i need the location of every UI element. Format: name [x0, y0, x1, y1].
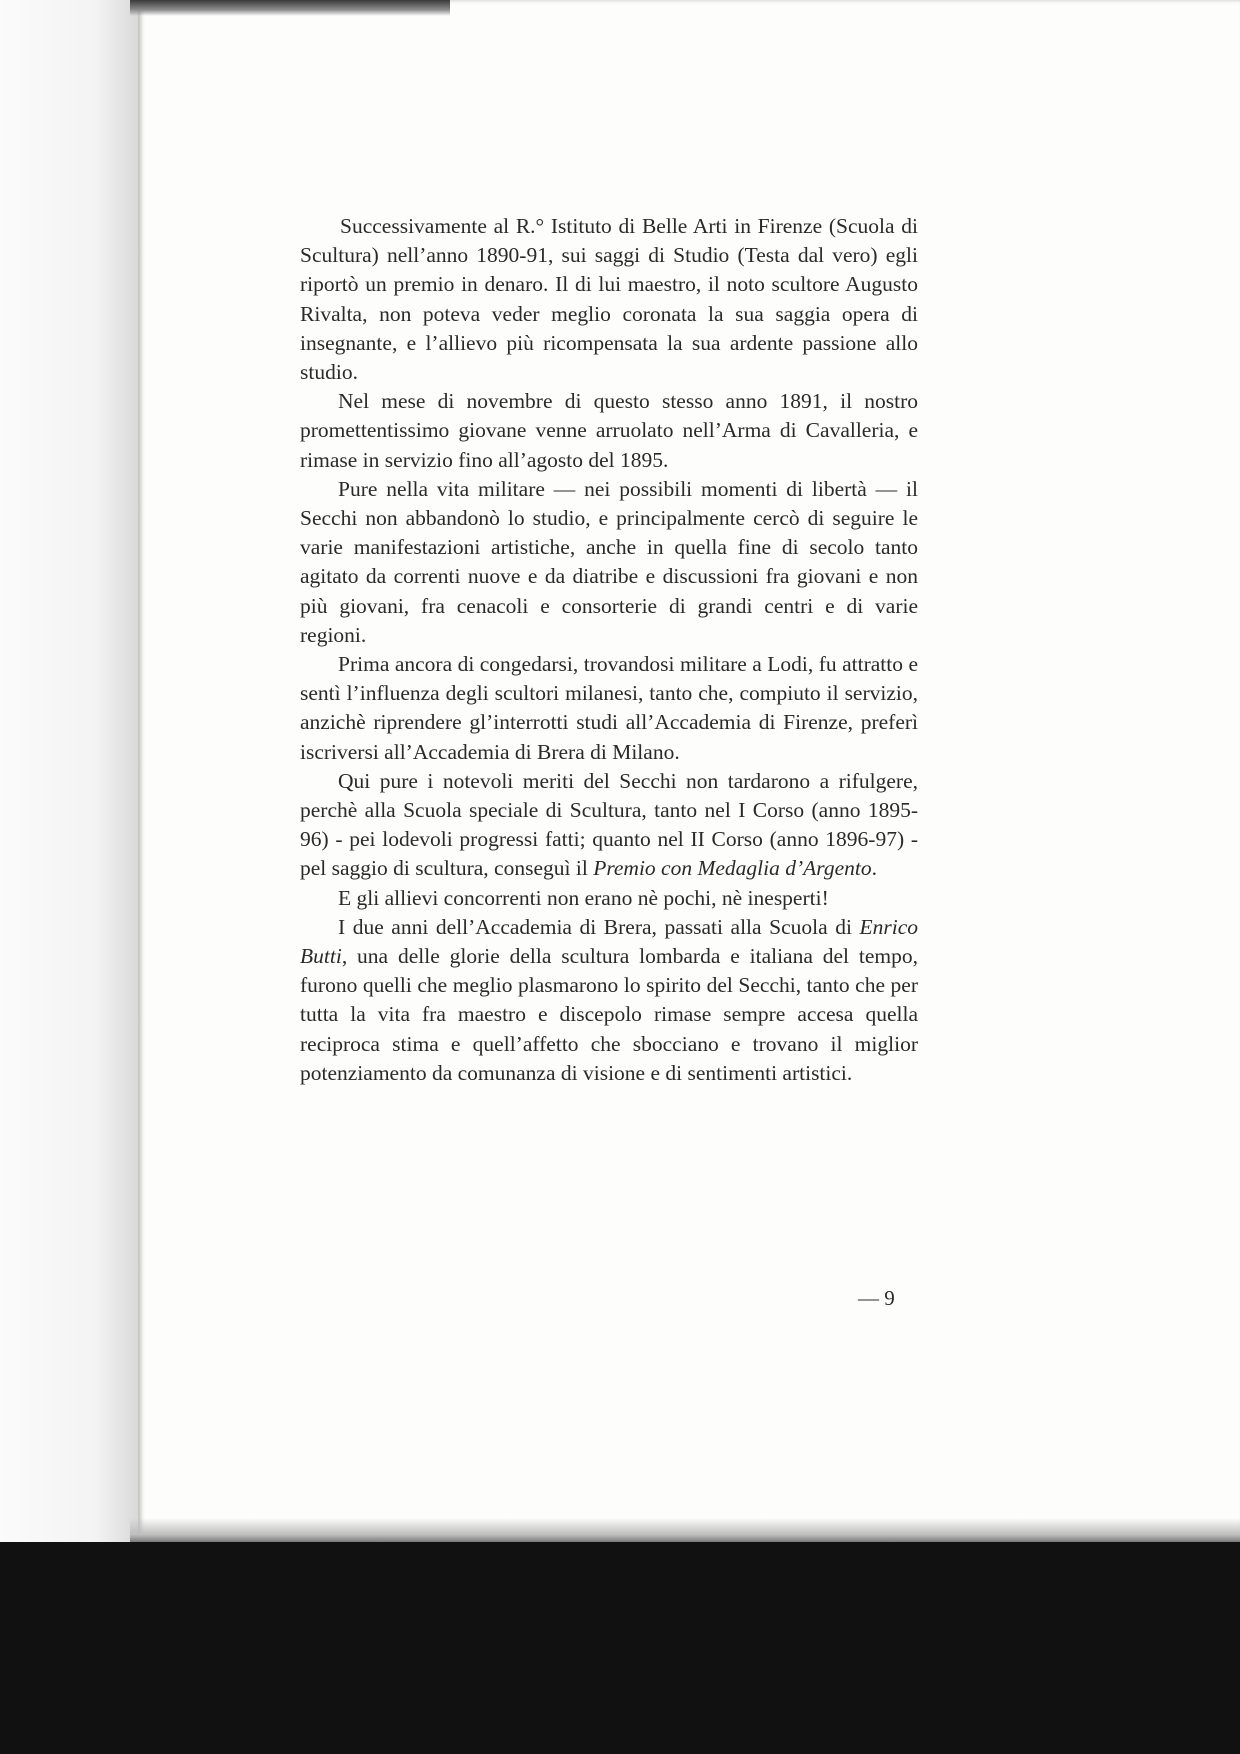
paragraph: [300, 387, 918, 475]
paragraph-text: , una delle glorie della scultura lombarda e italiana del tempo, furono quelli che meglio plasmarono lo spirito del Secchi, tanto che per tutta la vita fra maestro e discepolo rimase sempre accesa quella reciproca stima e quell’affetto che sbocciano e trovano il miglior potenziamento da comunanza di visione e di sentimenti artistici.: [300, 944, 918, 1085]
page-top-edge: [130, 0, 450, 16]
scan-background: [0, 1542, 1240, 1754]
paragraph: [300, 913, 918, 1088]
paragraph-text: Successivamente al R.° Istituto di Belle Arti in Firenze (Scuola di Scultura) nell’anno 1890-91, sui saggi di Studio (Testa dal vero) egli riportò un premio in denaro. Il di lui maestro, il noto scultore Augusto Rivalta, non poteva veder meglio coronata la sua saggia opera di insegnante, e l’allievo più ricompensata la sua ardente passione allo studio.: [300, 214, 918, 385]
page-number: — 9: [858, 1286, 895, 1310]
paragraph: [300, 884, 918, 913]
paragraph-text: I due anni dell’Accademia di Brera, passati alla Scuola di: [338, 914, 860, 939]
page-bottom-edge: [130, 1518, 1240, 1542]
paragraph: [300, 767, 918, 884]
teacher-name: Enrico Butti: [300, 914, 918, 969]
paragraph-text: Prima ancora di congedarsi, trovandosi militare a Lodi, fu attratto e sentì l’influenza degli scultori milanesi, tanto che, compiuto il servizio, anzichè riprendere gl’interrotti studi all’Accademia di Firenze, preferì iscriversi all’Accademia di Brera di Milano.: [300, 652, 918, 764]
paragraph-text: .: [871, 856, 878, 881]
paragraph-text: Qui pure i notevoli meriti del Secchi non tardarono a rifulgere, perchè alla Scuola speciale di Scultura, tanto nel I Corso (anno 1895-96) - pei lodevoli progressi fatti; quanto nel II Corso (anno 1896-97) - pel saggio di scultura, conseguì il: [300, 768, 918, 881]
paragraph: [300, 650, 918, 767]
paragraph-text: Pure nella vita militare — nei possibili momenti di libertà — il Secchi non abbandonò lo studio, e principalmente cercò di seguire le varie manifestazioni artistiche, anche in quella fine di secolo tanto agitato da correnti nuove e da diatribe e discussioni fra giovani e non più giovani, fra cenacoli e consorterie di grandi centri e di varie regioni.: [300, 476, 918, 647]
paragraph: [300, 212, 918, 387]
paragraph: [300, 475, 918, 650]
facing-page-gutter: [0, 0, 138, 1542]
body-text: [300, 212, 918, 1088]
paragraph-text: Nel mese di novembre di questo stesso anno 1891, il nostro promettentissimo giovane venne arruolato nell’Arma di Cavalleria, e rimase in servizio fino all’agosto del 1895.: [300, 389, 918, 472]
paragraph-text: E gli allievi concorrenti non erano nè pochi, nè inesperti!: [338, 885, 829, 910]
award-title: Premio con Medaglia d’Argento: [593, 856, 872, 881]
